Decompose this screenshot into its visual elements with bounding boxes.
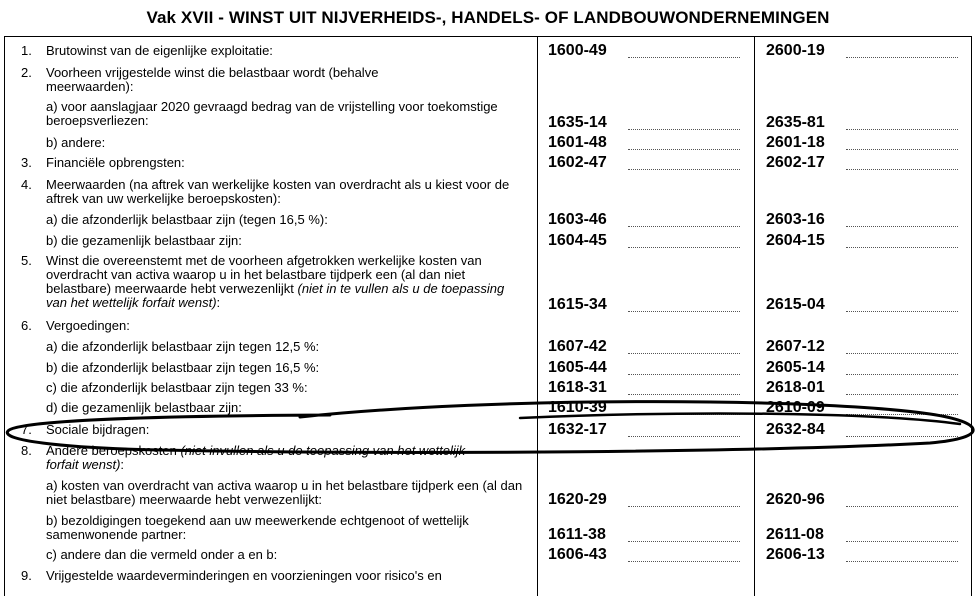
field-code: 1615-34	[548, 296, 607, 313]
amount-field[interactable]	[628, 353, 740, 354]
row-number: 1.	[21, 43, 32, 58]
row-label: b) bezoldigingen toegekend aan uw meewerkende echtgenoot of wettelijk samenwonende partner:	[46, 513, 469, 542]
row-label: d) die gezamenlijk belastbaar zijn:	[46, 400, 242, 415]
field-code: 1607-42	[548, 338, 607, 355]
amount-field[interactable]	[846, 149, 958, 150]
field-code: 1610-39	[548, 399, 607, 416]
row-number: 3.	[21, 155, 32, 170]
amount-field[interactable]	[628, 226, 740, 227]
amount-field[interactable]	[628, 541, 740, 542]
row-label: a) voor aanslagjaar 2020 gevraagd bedrag van de vrijstelling voor toekomstige beroepsverliezen:	[46, 99, 498, 128]
amount-field[interactable]	[846, 561, 958, 562]
field-code: 1618-31	[548, 379, 607, 396]
amount-field[interactable]	[846, 247, 958, 248]
amount-field[interactable]	[628, 394, 740, 395]
amount-field[interactable]	[846, 374, 958, 375]
field-code: 1602-47	[548, 154, 607, 171]
field-code: 2602-17	[766, 154, 825, 171]
amount-field[interactable]	[628, 247, 740, 248]
amount-field[interactable]	[846, 169, 958, 170]
row-label: Financiële opbrengsten:	[46, 155, 185, 170]
amount-field[interactable]	[846, 311, 958, 312]
row-label	[46, 254, 524, 310]
amount-field[interactable]	[628, 436, 740, 437]
amount-field[interactable]	[846, 541, 958, 542]
amount-field[interactable]	[846, 506, 958, 507]
row-label: Voorheen vrijgestelde winst die belastbaar wordt (behalve meerwaarden):	[46, 65, 379, 94]
field-code: 2601-18	[766, 134, 825, 151]
row-label: c) die afzonderlijk belastbaar zijn tegen 33 %:	[46, 380, 308, 395]
row-label: Sociale bijdragen:	[46, 422, 150, 437]
field-code: 1603-46	[548, 211, 607, 228]
row-label-text: Andere beroepskosten	[46, 443, 177, 458]
row-label-text: Winst die overeenstemt met de voorheen afgetrokken werkelijke kosten van overdracht van activa waarop u in het belastbare tijdperk een (al dan niet belastbare) meerwaarde hebt verwezenlijkt	[46, 253, 482, 296]
column-divider	[537, 36, 538, 596]
field-code: 2632-84	[766, 421, 825, 438]
row-number: 5.	[21, 253, 32, 268]
row-note: (niet in te vullen als u de toepassing van het wettelijk forfait wenst)	[46, 281, 505, 310]
row-number: 9.	[21, 568, 32, 583]
row-label: Brutowinst van de eigenlijke exploitatie:	[46, 43, 273, 58]
amount-field[interactable]	[628, 57, 740, 58]
row-label: Vergoedingen:	[46, 318, 130, 333]
row-label-tail: :	[216, 295, 221, 310]
row-label: a) kosten van overdracht van activa waarop u in het belastbare tijdperk een (al dan niet belastbare) meerwaarde hebt verwezenlijkt:	[46, 478, 523, 507]
row-label: Vrijgestelde waardeverminderingen en voorzieningen voor risico's en	[46, 568, 442, 583]
field-code: 1604-45	[548, 232, 607, 249]
row-number: 6.	[21, 318, 32, 333]
row-label: b) die afzonderlijk belastbaar zijn tegen 16,5 %:	[46, 360, 320, 375]
amount-field[interactable]	[628, 414, 740, 415]
amount-field[interactable]	[628, 561, 740, 562]
amount-field[interactable]	[846, 436, 958, 437]
field-code: 2611-08	[766, 526, 824, 543]
row-number: 7.	[21, 422, 32, 437]
field-code: 2607-12	[766, 338, 825, 355]
field-code: 1632-17	[548, 421, 607, 438]
row-number: 4.	[21, 177, 32, 192]
field-code: 1600-49	[548, 42, 607, 59]
row-label: c) andere dan die vermeld onder a en b:	[46, 547, 278, 562]
field-code: 1620-29	[548, 491, 607, 508]
column-divider	[754, 36, 755, 596]
amount-field[interactable]	[846, 414, 958, 415]
amount-field[interactable]	[846, 226, 958, 227]
amount-field[interactable]	[846, 353, 958, 354]
row-label: Meerwaarden (na aftrek van werkelijke kosten van overdracht als u kiest voor de aftrek van uw werkelijke beroepskosten):	[46, 177, 510, 206]
row-label: b) andere:	[46, 135, 106, 150]
amount-field[interactable]	[628, 506, 740, 507]
field-code: 1611-38	[548, 526, 606, 543]
row-label-tail: :	[120, 457, 125, 472]
field-code: 1601-48	[548, 134, 607, 151]
field-code: 2603-16	[766, 211, 825, 228]
field-code: 1605-44	[548, 359, 607, 376]
row-label: b) die gezamenlijk belastbaar zijn:	[46, 233, 242, 248]
field-code: 2604-15	[766, 232, 825, 249]
field-code: 2605-14	[766, 359, 825, 376]
amount-field[interactable]	[628, 149, 740, 150]
amount-field[interactable]	[628, 374, 740, 375]
amount-field[interactable]	[628, 311, 740, 312]
row-note: (niet invullen als u de toepassing van het wettelijk forfait wenst)	[46, 443, 466, 472]
field-code: 2618-01	[766, 379, 825, 396]
section-title: Vak XVII - WINST UIT NIJVERHEIDS-, HANDELS- OF LANDBOUWONDERNEMINGEN	[146, 8, 830, 27]
field-code: 2610-09	[766, 399, 825, 416]
field-code: 2615-04	[766, 296, 825, 313]
field-code: 1635-14	[548, 114, 607, 131]
row-label: a) die afzonderlijk belastbaar zijn tegen 12,5 %:	[46, 339, 320, 354]
row-number: 2.	[21, 65, 32, 80]
amount-field[interactable]	[846, 129, 958, 130]
field-code: 1606-43	[548, 546, 607, 563]
amount-field[interactable]	[628, 169, 740, 170]
row-number: 8.	[21, 443, 32, 458]
amount-field[interactable]	[846, 394, 958, 395]
field-code: 2606-13	[766, 546, 825, 563]
field-code: 2635-81	[766, 114, 825, 131]
row-label: a) die afzonderlijk belastbaar zijn (tegen 16,5 %):	[46, 212, 328, 227]
field-code: 2600-19	[766, 42, 825, 59]
field-code: 2620-96	[766, 491, 825, 508]
amount-field[interactable]	[846, 57, 958, 58]
row-label	[46, 444, 486, 472]
amount-field[interactable]	[628, 129, 740, 130]
